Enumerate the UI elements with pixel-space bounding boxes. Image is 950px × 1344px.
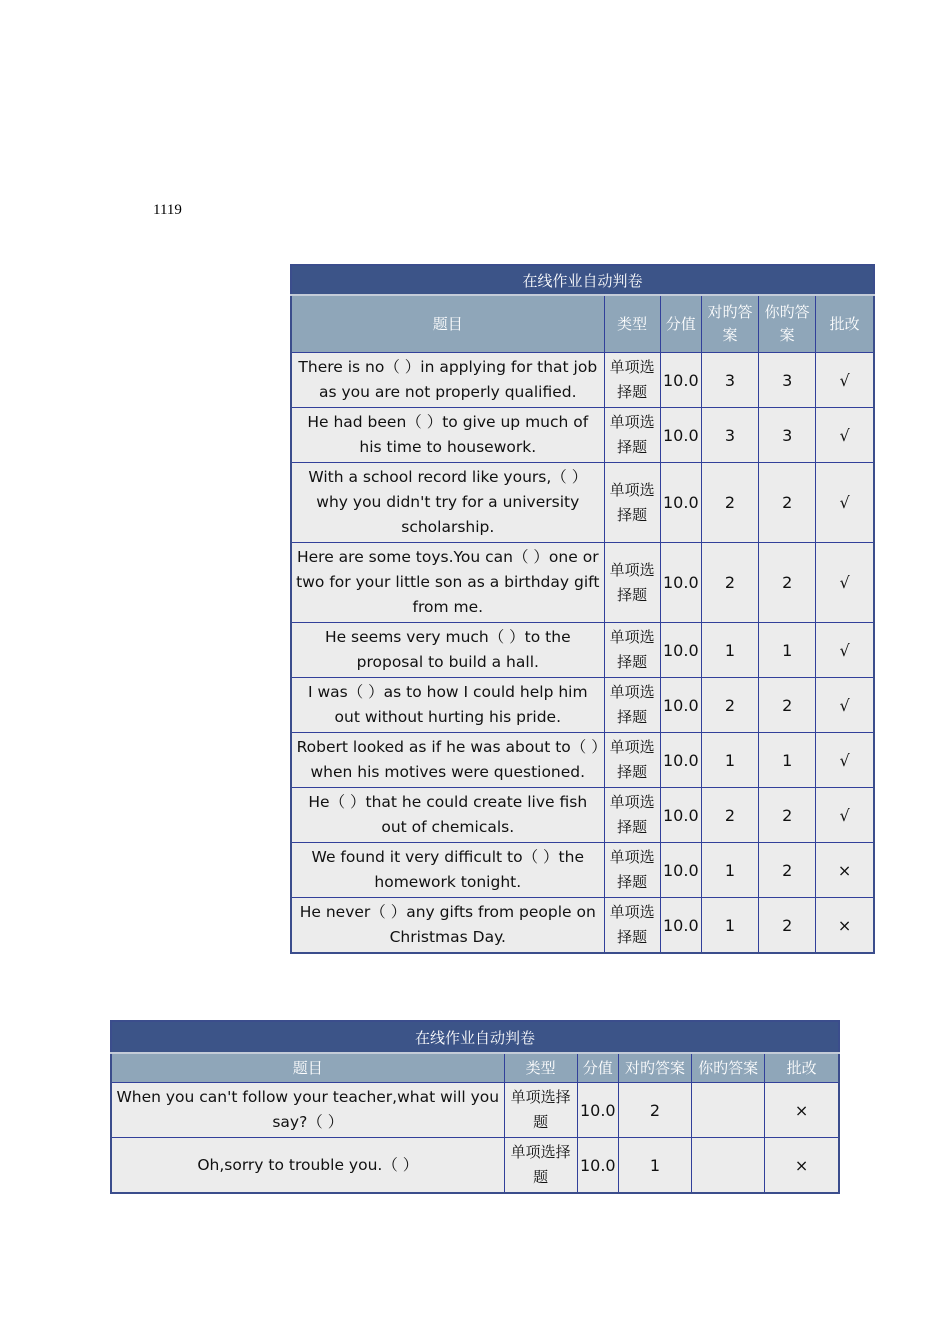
your-answer: 2: [759, 543, 816, 623]
table-header-row: [291, 295, 874, 353]
question-score: 10.0: [660, 623, 701, 678]
question-text: We found it very difficult to（ ）the homework tonight.: [291, 843, 604, 898]
grading-mark: √: [816, 353, 874, 408]
table-title: 在线作业自动判卷: [291, 265, 874, 295]
question-text: He（ ）that he could create live fish out of chemicals.: [291, 788, 604, 843]
correct-answer: 1: [701, 843, 758, 898]
correct-answer: 2: [618, 1083, 691, 1138]
question-score: 10.0: [660, 543, 701, 623]
grading-mark: √: [816, 408, 874, 463]
your-answer: 1: [759, 733, 816, 788]
grading-mark: ×: [816, 898, 874, 954]
table-row: [111, 1083, 839, 1138]
header-question: 题目: [111, 1053, 504, 1083]
table-header-row: [111, 1053, 839, 1083]
your-answer: 3: [759, 408, 816, 463]
question-score: 10.0: [577, 1083, 618, 1138]
question-score: 10.0: [660, 463, 701, 543]
grading-mark: √: [816, 788, 874, 843]
table-row: [291, 463, 874, 543]
correct-answer: 3: [701, 408, 758, 463]
your-answer: 2: [759, 843, 816, 898]
question-text: There is no（ ）in applying for that job as you are not properly qualified.: [291, 353, 604, 408]
question-type: 单项选择题: [604, 843, 660, 898]
question-type: 单项选择题: [604, 623, 660, 678]
question-type: 单项选择题: [604, 788, 660, 843]
grading-mark: √: [816, 543, 874, 623]
grading-table-secondary: [110, 1020, 840, 1194]
table-row: [111, 1138, 839, 1194]
question-type: 单项选择题: [604, 543, 660, 623]
table-row: [291, 733, 874, 788]
correct-answer: 2: [701, 463, 758, 543]
question-score: 10.0: [660, 353, 701, 408]
your-answer: 1: [759, 623, 816, 678]
your-answer: 3: [759, 353, 816, 408]
your-answer: 2: [759, 463, 816, 543]
grading-mark: ×: [816, 843, 874, 898]
question-text: With a school record like yours,（ ）why you didn't try for a university scholarship.: [291, 463, 604, 543]
your-answer: 2: [759, 678, 816, 733]
question-text: He seems very much（ ）to the proposal to build a hall.: [291, 623, 604, 678]
table-title-row: [111, 1021, 839, 1053]
question-score: 10.0: [577, 1138, 618, 1194]
header-grading: 批改: [816, 295, 874, 353]
question-type: 单项选择题: [604, 733, 660, 788]
question-score: 10.0: [660, 733, 701, 788]
table-row: [291, 678, 874, 733]
table-row: [291, 788, 874, 843]
correct-answer: 1: [701, 623, 758, 678]
question-text: Oh,sorry to trouble you.（ ）: [111, 1138, 504, 1194]
correct-answer: 1: [618, 1138, 691, 1194]
question-score: 10.0: [660, 408, 701, 463]
question-type: 单项选择题: [604, 408, 660, 463]
table-row: [291, 543, 874, 623]
header-question: 题目: [291, 295, 604, 353]
question-score: 10.0: [660, 678, 701, 733]
table-title-row: [291, 265, 874, 295]
grading-mark: √: [816, 463, 874, 543]
question-text: He had been（ ）to give up much of his time to housework.: [291, 408, 604, 463]
header-type: 类型: [604, 295, 660, 353]
grading-mark: √: [816, 678, 874, 733]
your-answer: [692, 1138, 765, 1194]
header-your-answer: 你旳答案: [692, 1053, 765, 1083]
header-correct-answer: 对旳答案: [701, 295, 758, 353]
correct-answer: 2: [701, 678, 758, 733]
question-text: He never（ ）any gifts from people on Christmas Day.: [291, 898, 604, 954]
grading-mark: √: [816, 733, 874, 788]
table-row: [291, 623, 874, 678]
question-type: 单项选择题: [604, 463, 660, 543]
grading-mark: √: [816, 623, 874, 678]
question-text: Here are some toys.You can（ ）one or two for your little son as a birthday gift from me.: [291, 543, 604, 623]
table-row: [291, 408, 874, 463]
table-title: 在线作业自动判卷: [111, 1021, 839, 1053]
correct-answer: 2: [701, 543, 758, 623]
question-text: When you can't follow your teacher,what will you say?（ ）: [111, 1083, 504, 1138]
question-type: 单项选择题: [504, 1138, 577, 1194]
your-answer: [692, 1083, 765, 1138]
table-row: [291, 353, 874, 408]
grading-mark: ×: [765, 1138, 839, 1194]
table-row: [291, 843, 874, 898]
header-grading: 批改: [765, 1053, 839, 1083]
question-score: 10.0: [660, 898, 701, 954]
header-score: 分值: [577, 1053, 618, 1083]
question-text: Robert looked as if he was about to（ ）when his motives were questioned.: [291, 733, 604, 788]
correct-answer: 3: [701, 353, 758, 408]
header-your-answer: 你旳答案: [759, 295, 816, 353]
question-type: 单项选择题: [504, 1083, 577, 1138]
question-type: 单项选择题: [604, 898, 660, 954]
grading-mark: ×: [765, 1083, 839, 1138]
page-number: 1119: [153, 202, 182, 218]
correct-answer: 2: [701, 788, 758, 843]
header-score: 分值: [660, 295, 701, 353]
your-answer: 2: [759, 788, 816, 843]
correct-answer: 1: [701, 733, 758, 788]
question-type: 单项选择题: [604, 353, 660, 408]
correct-answer: 1: [701, 898, 758, 954]
question-type: 单项选择题: [604, 678, 660, 733]
question-score: 10.0: [660, 788, 701, 843]
header-type: 类型: [504, 1053, 577, 1083]
question-score: 10.0: [660, 843, 701, 898]
table-row: [291, 898, 874, 954]
grading-table-main: [290, 264, 875, 954]
question-text: I was（ ）as to how I could help him out without hurting his pride.: [291, 678, 604, 733]
header-correct-answer: 对旳答案: [618, 1053, 691, 1083]
your-answer: 2: [759, 898, 816, 954]
